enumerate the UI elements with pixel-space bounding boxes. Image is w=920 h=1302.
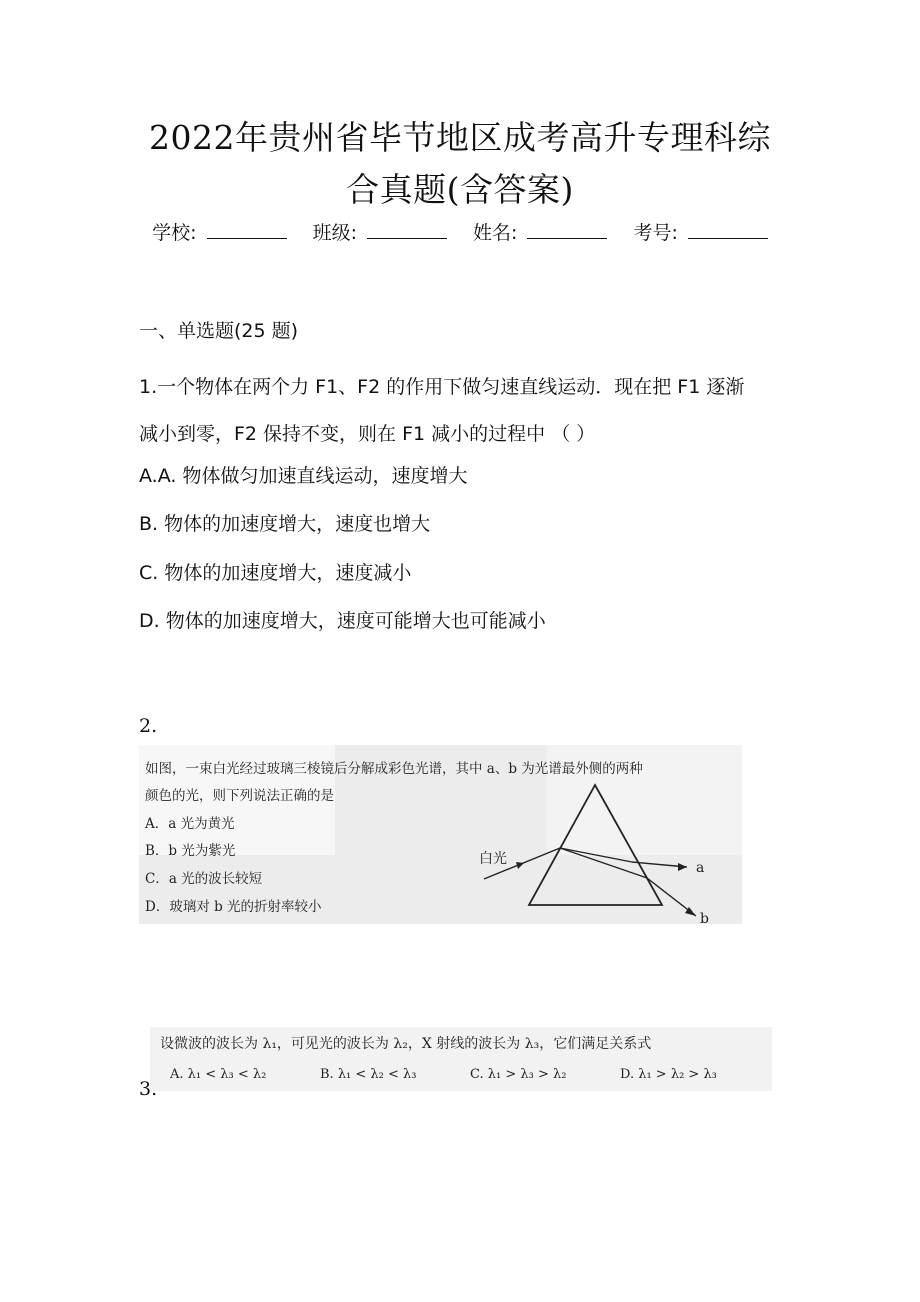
question-1-stem-line-1: 1.一个物体在两个力 F1、F2 的作用下做匀速直线运动．现在把 F1 逐渐	[139, 376, 745, 398]
title-line-2: 合真题(含答案)	[346, 170, 574, 209]
section-heading: 一、单选题(25 题)	[139, 320, 299, 342]
question-2-stem-line-2: 颜色的光，则下列说法正确的是	[145, 788, 334, 804]
ray-b-label: b	[700, 911, 709, 924]
title-line-1: 2022年贵州省毕节地区成考高升专理科综	[149, 118, 771, 157]
name-blank[interactable]	[527, 224, 607, 239]
question-1-option-d[interactable]: D. 物体的加速度增大，速度可能增大也可能减小	[139, 610, 546, 632]
question-1-stem-line-2: 减小到零，F2 保持不变，则在 F1 减小的过程中 （ ）	[139, 423, 596, 445]
question-3-option-c[interactable]: C. λ₁ > λ₃ > λ₂	[470, 1067, 567, 1082]
class-field[interactable]	[308, 222, 452, 244]
ray-a-arrow-icon	[678, 863, 687, 871]
question-2-stem-line-1: 如图，一束白光经过玻璃三棱镜后分解成彩色光谱，其中 a、b 为光谱最外侧的两种	[145, 761, 643, 777]
question-1-option-c[interactable]: C. 物体的加速度增大，速度减小	[139, 562, 412, 584]
name-field[interactable]	[468, 222, 612, 244]
document-title	[100, 112, 820, 216]
question-2-scanned-image	[139, 745, 742, 924]
question-2-number: 2.	[139, 715, 158, 737]
school-field[interactable]	[147, 222, 291, 244]
prism-diagram	[139, 745, 742, 924]
question-3-option-b[interactable]: B. λ₁ < λ₂ < λ₃	[320, 1067, 417, 1082]
question-2-option-c[interactable]: C．a 光的波长较短	[145, 871, 263, 887]
incident-arrow-icon	[516, 862, 524, 869]
question-3-option-d[interactable]: D. λ₁ > λ₂ > λ₃	[620, 1067, 717, 1082]
exam-no-blank[interactable]	[688, 224, 768, 239]
ray-a-label: a	[696, 860, 705, 876]
question-2-option-a[interactable]: A．a 光为黄光	[145, 816, 235, 832]
question-3-number: 3.	[139, 1078, 158, 1100]
question-2-option-b[interactable]: B．b 光为紫光	[145, 843, 236, 859]
question-3-stem: 设微波的波长为 λ₁，可见光的波长为 λ₂，X 射线的波长为 λ₃，它们满足关系式	[160, 1036, 652, 1052]
inner-ray-b	[560, 848, 647, 878]
question-2-option-d[interactable]: D．玻璃对 b 光的折射率较小	[145, 899, 322, 915]
school-label: 学校:	[152, 222, 197, 244]
exam-no-field[interactable]	[628, 222, 772, 244]
student-info-line	[0, 218, 920, 245]
class-label: 班级:	[312, 222, 357, 244]
question-1-stem	[139, 364, 789, 458]
class-blank[interactable]	[367, 224, 447, 239]
white-light-label: 白光	[479, 851, 507, 867]
question-3-option-a[interactable]: A. λ₁ < λ₃ < λ₂	[170, 1067, 267, 1082]
school-blank[interactable]	[207, 224, 287, 239]
name-label: 姓名:	[473, 222, 518, 244]
question-1-option-a[interactable]: A.A. 物体做匀加速直线运动，速度增大	[139, 465, 468, 487]
glass-prism	[529, 785, 662, 905]
question-1-option-b[interactable]: B. 物体的加速度增大，速度也增大	[139, 513, 431, 535]
exam-no-label: 考号:	[633, 222, 678, 244]
question-3-scanned-image	[150, 1027, 772, 1091]
